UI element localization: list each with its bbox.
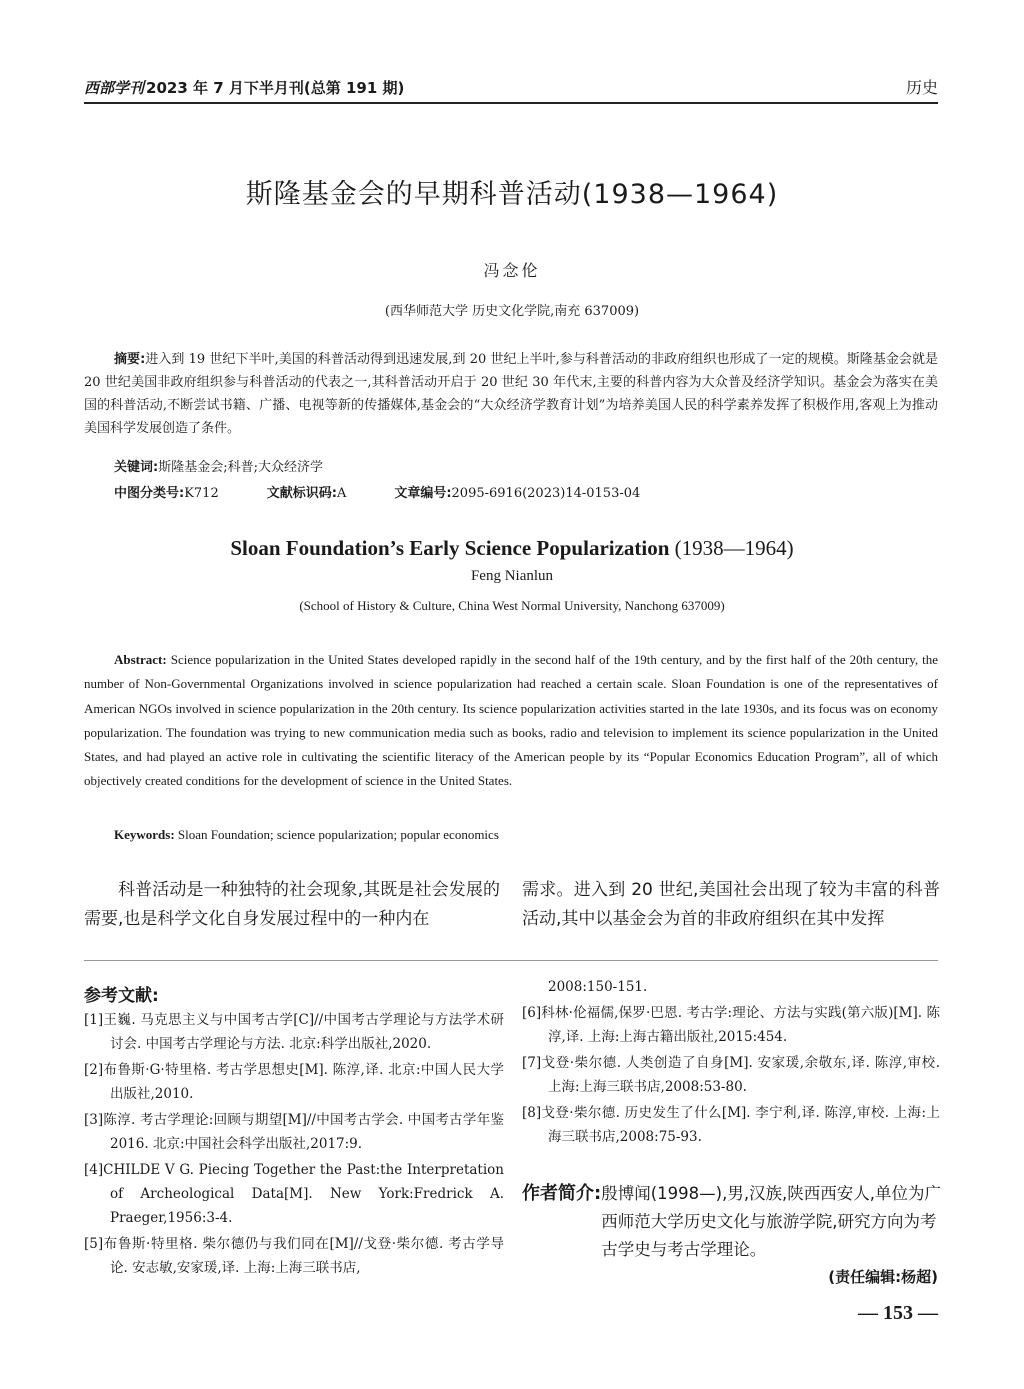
paper-title-en-main: Sloan Foundation’s Early Science Popularization <box>230 536 670 560</box>
paper-title-en-years: (1938—1964) <box>674 536 794 560</box>
doc-code: 文献标识码:A <box>266 486 347 501</box>
keywords-en-text: Sloan Foundation; science popularization; popular economics <box>177 827 499 842</box>
author-cn: 冯念伦 <box>483 261 541 280</box>
abstract-en <box>84 648 938 794</box>
body-text-left: 科普活动是一种独特的社会现象,其既是社会发展的需要,也是科学文化自身发展过程中的一种内在 <box>84 880 500 929</box>
abstract-en-text: Science popularization in the United States developed rapidly in the second half of the 19th century, and by the first half of the 20th century, the number of Non-Governmental Organizations involved in science popularization had reached a certain scale. Sloan Foundation is one of the representatives of American NGOs involved in science popularization in the 20th century. Its science popularization activities started in the late 1930s, and its focus was on economy popularization. The foundation was trying to new communication media such as books, radio and television to implement its science popularization in the United States, and had played an active role in cultivating the scientific literacy of the American people by its “Popular Economics Education Program”, all of which objectively created conditions for the development of science in the United States. <box>84 652 939 789</box>
article-number: 文章编号:2095-6916(2023)14-0153-04 <box>394 486 641 501</box>
affiliation-cn: (西华师范大学 历史文化学院,南充 637009) <box>384 304 640 319</box>
keywords-cn-text: 斯隆基金会;科普;大众经济学 <box>158 460 323 475</box>
abstract-cn-text: 进入到 19 世纪下半叶,美国的科普活动得到迅速发展,到 20 世纪上半叶,参与科普活动的非政府组织也形成了一定的规模。斯隆基金会就是 20 世纪美国非政府组织参与科普活动的代表之一,其科普活动开启于 20 世纪 30 年代末,主要的科普内容为大众普及经济学知识。基金会为落实在美国的科普活动,不断尝试书籍、广播、电视等新的传播媒体,基金会的“大众经济学教育计划”为培养美国人民的科学素养发挥了积极作用,客观上为推动美国科学发展创造了条件。 <box>84 352 939 436</box>
abstract-cn-label: 摘要: <box>114 352 146 367</box>
references-right-column <box>522 975 940 1151</box>
page-number: — 153 — <box>858 1302 938 1324</box>
classification-row <box>114 482 640 501</box>
keywords-en-label: Keywords: <box>114 827 175 842</box>
references-title: 参考文献: <box>84 986 159 1006</box>
reference-item: [1]王巍. 马克思主义与中国考古学[C]//中国考古学理论与方法学术研讨会. 中国考古学理论与方法. 北京:科学出版社,2020. <box>84 1012 504 1052</box>
reference-item: [8]戈登·柴尔德. 历史发生了什么[M]. 李宁利,译. 陈淳,审校. 上海:上海三联书店,2008:75-93. <box>522 1105 940 1145</box>
abstract-en-label: Abstract: <box>114 652 167 667</box>
references-left-column <box>84 1008 504 1282</box>
paper-title-en <box>0 536 1024 561</box>
section-name: 历史 <box>905 78 938 97</box>
author-bio-label: 作者简介: <box>522 1183 602 1204</box>
reference-item: [5]布鲁斯·特里格. 柴尔德仍与我们同在[M]//戈登·柴尔德. 考古学导论. 安志敏,安家瑗,译. 上海:上海三联书店, <box>84 1236 504 1276</box>
responsible-editor: (责任编辑:杨超) <box>828 1268 938 1286</box>
paper-title-cn: 斯隆基金会的早期科普活动(1938—1964) <box>245 179 779 210</box>
reference-item: [4]CHILDE V G. Piecing Together the Past:the Interpretation of Archeological Data[M]. New York:Fredrick A. Praeger,1956:3-4. <box>84 1162 504 1226</box>
keywords-cn <box>114 456 323 475</box>
footnote-divider <box>84 960 938 961</box>
journal-issue-text: 2023 年 7 月下半月刊(总第 191 期) <box>146 79 405 97</box>
affiliation-en: (School of History & Culture, China West Normal University, Nanchong 637009) <box>299 598 725 613</box>
author-en: Feng Nianlun <box>470 568 554 584</box>
reference-item: [7]戈登·柴尔德. 人类创造了自身[M]. 安家瑗,余敬东,译. 陈淳,审校. 上海:上海三联书店,2008:53-80. <box>522 1055 940 1095</box>
keywords-cn-label: 关键词: <box>114 460 159 475</box>
author-bio-text: 殷博闻(1998—),男,汉族,陕西西安人,单位为广西师范大学历史文化与旅游学院,研究方向为考古学史与考古学理论。 <box>601 1184 942 1259</box>
running-header <box>84 70 938 104</box>
reference-item: [3]陈淳. 考古学理论:回顾与期望[M]//中国考古学会. 中国考古学年鉴 2016. 北京:中国社会科学出版社,2017:9. <box>84 1112 504 1152</box>
clc-code: 中图分类号:K712 <box>114 486 219 501</box>
journal-issue <box>84 77 404 98</box>
keywords-en <box>114 827 499 843</box>
reference-item: [6]科林·伦福儒,保罗·巴恩. 考古学:理论、方法与实践(第六版)[M]. 陈淳,译. 上海:上海古籍出版社,2015:454. <box>522 1005 940 1045</box>
reference-item: [2]布鲁斯·G·特里格. 考古学思想史[M]. 陈淳,译. 北京:中国人民大学出版社,2010. <box>84 1062 504 1102</box>
author-bio <box>522 1180 942 1264</box>
journal-logo: 西部学刊 <box>84 79 145 97</box>
abstract-cn <box>84 348 938 440</box>
reference-continuation: 2008:150-151. <box>548 979 648 995</box>
body-text-right: 需求。进入到 20 世纪,美国社会出现了较为丰富的科普活动,其中以基金会为首的非政府组织在其中发挥 <box>522 880 940 929</box>
